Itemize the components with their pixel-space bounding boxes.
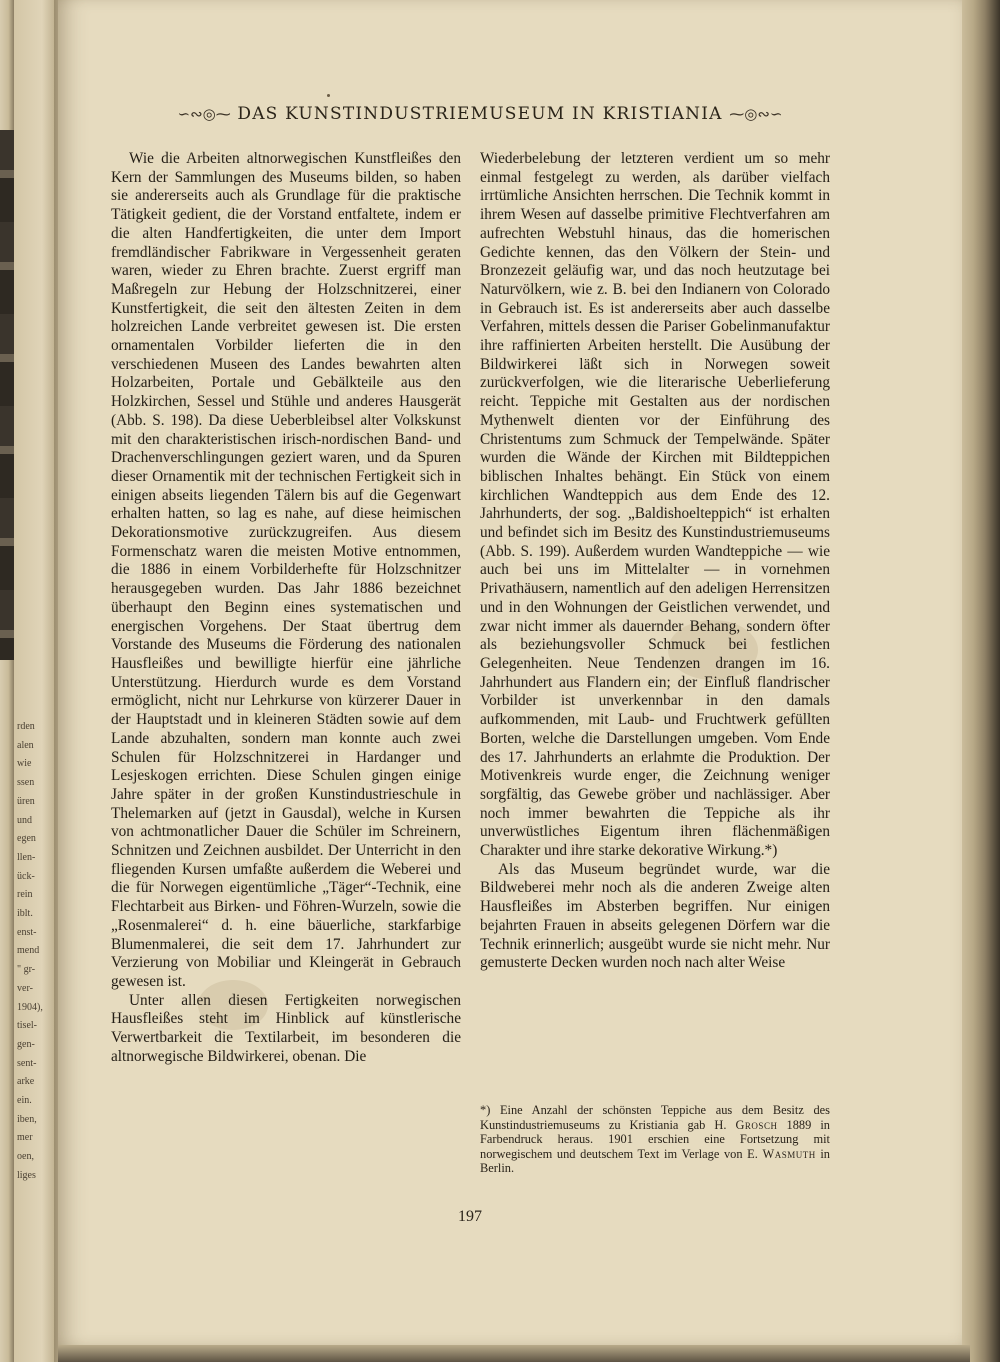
previous-page-text-fragment: liges — [17, 1169, 36, 1181]
previous-page-text-fragment: iblt. — [17, 908, 33, 919]
page-stack-edge — [962, 0, 1000, 1362]
previous-page-text-fragment: arke — [17, 1076, 35, 1088]
paragraph: Unter allen diesen Fertigkeiten norwegischen Hausfleißes steht im Hinblick auf künstlerische Verwertbarkeit die Textilarbeit, im besonderen die altnorwegische Bildwirkerei, obenan. Die — [111, 991, 461, 1065]
previous-page-text-fragment: enst- — [17, 926, 37, 938]
previous-page-text-fragment: wie — [17, 758, 32, 770]
previous-page-text-fragment: ück- — [17, 870, 35, 882]
page-bottom-edge — [58, 1345, 970, 1362]
previous-page-text-fragment: gen- — [17, 1038, 35, 1050]
page-number: 197 — [458, 1208, 482, 1225]
footnote-text: 1889 in Farbendruck heraus. 1901 erschien eine Fortsetzung mit norwegischem und deutschem Text im Verlage von E. — [480, 1117, 830, 1161]
previous-page-text-fragment: ssen — [17, 777, 35, 789]
previous-page-text-fragment: llen- — [17, 851, 36, 863]
previous-page-image-edge — [0, 0, 14, 1362]
previous-page-text-fragment: egen — [17, 833, 36, 845]
previous-page-margin — [14, 0, 54, 1362]
footnote-name: Wasmuth — [762, 1146, 816, 1161]
running-head — [160, 104, 800, 124]
previous-page-text-fragment: üren — [17, 795, 35, 807]
paragraph: Als das Museum begründet wurde, war die Bildweberei mehr noch als die anderen Zweige alten Hausfleißes im Absterben begriffen. Nur einigen bejahrten Frauen in abseits gelegenen Dörfern war die Technik erinnerlich; ausgeübt wurde sie nicht mehr. Nur gemusterte Decken wurden noch nach alter Weise — [480, 860, 830, 972]
previous-page-text-fragment: tisel- — [17, 1020, 37, 1032]
previous-page-text-fragment: rden — [17, 721, 35, 732]
footnote-text: *) Eine Anzahl der schönsten Teppiche aus dem Besitz des Kunstindustriemuseums zu Kristiania gab H. — [480, 1103, 830, 1132]
footnote — [480, 1103, 830, 1176]
previous-page-text-fragment: mend — [17, 945, 40, 957]
print-speck — [327, 94, 330, 97]
previous-page-text-fragment: alen — [17, 739, 34, 751]
previous-page-text-fragment: und — [17, 814, 32, 826]
previous-page-text-fragment: iben, — [17, 1113, 37, 1125]
previous-page-text-fragment: " gr- — [17, 964, 36, 976]
previous-page-text-fragment: ver- — [17, 982, 33, 994]
paragraph: Wie die Arbeiten altnorwegischen Kunstfleißes den Kern der Sammlungen des Museums bilden, so haben sie andererseits auch als Grundlage für die praktische Tätigkeit gedient, die der Vorstand entfaltete, indem er die alten Handfertigkeiten, die unter dem Import fremdländischer Fabrikware in Vergessenheit geraten waren, wieder zu Ehren brachte. Zuerst ergriff man Maßregeln zur Hebung der Holzschnitzerei, einer Kunstfertigkeit, die seit den ältesten Zeiten in dem holzreichen Lande verbreitet gewesen ist. Die ersten ornamentalen Vorbilder lieferten die in den verschiedenen Museen des Landes bewahrten alten Holzarbeiten, Portale und Gebälkteile aus den Holzkirchen, Sessel und Stühle und anderes Hausgerät (Abb. S. 198). Da diese Ueberbleibsel alter Volkskunst mit den charakteristischen irisch-nordischen Band- und Drachenverschlingungen geziert waren, und da Spuren dieser Ornamentik mit der technischen Fertigkeit sich in einigen abseits liegenden Tälern bis auf die Gegenwart erhalten hatten, so lag es nahe, auf diese heimischen Dekorationsmotive zurückzugreifen. Aus diesem Formenschatz waren die meisten Motive entnommen, die 1886 in einem Vorbilderhefte für Holzschnitzer herausgegeben wurden. Das Jahr 1886 bezeichnet überhaupt den Beginn eines systematischen und energischen Vorgehens. Der Staat übertrug dem Vorstande des Museums die Förderung des nationalen Hausfleißes und bewilligte hierfür eine jährliche Unterstützung. Hierdurch wurde es dem Vorstand ermöglicht, nicht nur Lehrkurse von kürzerer Dauer in der Hauptstadt und in kleineren Städten sowie auf dem Lande abzuhalten, sondern man konnte auch zwei Schulen für Holzschnitzerei in Hardanger und Lesjeskogen errichten. Diese Schulen gingen einige Jahre später in der großen Kunstindustrieschule in Thelemarken auf (jetzt in Gausdal), welche in Kursen von achtmonatlicher Dauer die Schüler im Schreinern, Schnitzen und Zeichnen ausbildet. Der Unterricht in den fliegenden Kursen umfaßte außerdem die Weberei und die für Norwegen eigentümliche „Täger“-Technik, eine Flechtarbeit aus Birken- und Föhren-Wurzeln, sowie die „Rosenmalerei“ d. h. eine bäuerliche, starkfarbige Blumenmalerei, die seit dem 17. Jahrhundert zur Verzierung von Mobiliar und Kleingerät in Gebrauch gewesen ist. — [111, 150, 461, 990]
footnote-text: in Berlin. — [480, 1146, 830, 1176]
previous-page-text-fragment: mer — [17, 1132, 33, 1144]
previous-page-text-fragment: sent- — [17, 1057, 37, 1069]
previous-page-text-fragment: rein — [17, 889, 33, 901]
footnote-name: Grosch — [735, 1117, 778, 1132]
paragraph: Wiederbelebung der letzteren verdient um so mehr einmal festgelegt zu werden, als darüber vielfach irrtümliche Ansichten herrschen. Die Technik kommt in ihrem Wesen auf dasselbe primitive Flechtverfahren am aufrechten Webstuhl hinaus, das die homerischen Gedichte kennen, das den Völkern der Stein- und Bronzezeit geläufig war, und das noch heutzutage bei Naturvölkern, wie z. B. bei den Indianern von Colorado in Gebrauch ist. Es ist andererseits aber auch dasselbe Verfahren, mittels dessen die Pariser Gobelinmanufaktur ihre raffinierten Arbeiten herstellt. Die Ausübung der Bildwirkerei läßt sich in Norwegen soweit zurückverfolgen, wie die literarische Ueberlieferung reicht. Teppiche mit Gestalten aus der nordischen Mythenwelt dienten vor der Einführung des Christentums zum Schmuck der Tempelwände. Später wurden die Wände der Kirchen mit Bildteppichen biblischen Inhaltes behängt. Ein Stück von einem kirchlichen Wandteppich aus dem Ende des 12. Jahrhunderts, der sog. „Baldishoelteppich“ ist erhalten und befindet sich im Besitz des Kunstindustriemuseums (Abb. S. 199). Außerdem wurden Wandteppiche — wie auch bei uns im Mittelalter — in vornehmen Privathäusern, namentlich auf den adeligen Herrensitzen und in den Wohnungen der Geistlichen verwendet, und zwar nicht immer als dauernder Behang, sondern öfter als beziehungsvoller Schmuck bei festlichen Gelegenheiten. Neue Tendenzen drangen im 16. Jahrhundert aus Flandern ein; der Einfluß flandrischer Vorbilder ist unverkennbar in den damals aufkommenden, mit Laub- und Fruchtwerk gefüllten Borten, welche die Darstellungen umgeben. Vom Ende des 17. Jahrhunderts an erlahmte die Produktion. Der Motivenkreis wurde enger, die Zeichnung weniger sorgfältig, das Gewebe gröber und nachlässiger. Aber noch immer bewahrten die Teppiche als ihr unverwüstliches Eigentum ihren flächenmäßigen Charakter und ihre starke dekorative Wirkung.*) — [480, 150, 830, 860]
previous-page-photo — [0, 130, 14, 660]
right-text-column — [480, 150, 830, 973]
running-head-title: DAS KUNSTINDUSTRIEMUSEUM IN KRISTIANIA — [237, 104, 723, 124]
previous-page-text-fragment: 1904), — [17, 1001, 43, 1013]
right-flourish-ornament: ⁓◎∾∽ — [729, 105, 783, 123]
previous-page-text-fragment: ein. — [17, 1095, 32, 1106]
left-text-column — [111, 150, 461, 1066]
left-flourish-ornament: ∽∾◎⁓ — [177, 105, 231, 123]
previous-page-text-fragment: oen, — [17, 1151, 34, 1163]
